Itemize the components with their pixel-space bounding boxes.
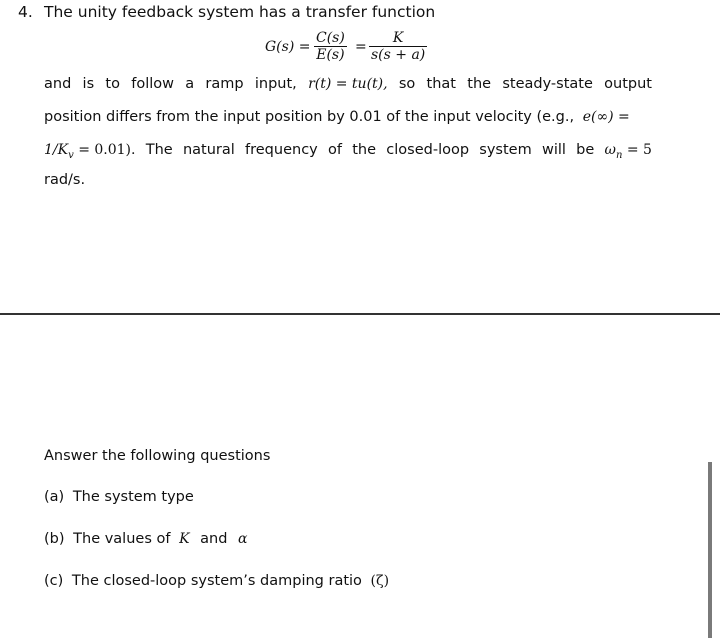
- symbol-k: K: [179, 531, 190, 547]
- fraction-numerator: C(s): [316, 30, 345, 46]
- paragraph-word: steady-state: [502, 76, 593, 92]
- fraction-denominator: E(s): [316, 47, 345, 63]
- question-heading: [18, 3, 435, 21]
- question-title: The unity feedback system has a transfer function: [44, 3, 436, 21]
- paragraph-line-3: [44, 142, 652, 161]
- fraction-k-over-s: [369, 30, 427, 63]
- paragraph-word: The: [145, 142, 173, 158]
- paragraph-word: will: [541, 142, 566, 158]
- paragraph-word: of: [328, 142, 342, 158]
- section-divider: [0, 313, 720, 315]
- item-label: (b): [44, 531, 65, 547]
- paragraph-word: a: [185, 76, 195, 92]
- symbol-zeta: (ζ): [370, 573, 390, 589]
- item-text: The system type: [72, 489, 194, 505]
- answers-intro: Answer the following questions: [44, 448, 271, 464]
- paragraph-word: frequency: [245, 142, 318, 158]
- paragraph-word: so: [398, 76, 416, 92]
- paragraph-word: output: [604, 76, 652, 92]
- paragraph-word: be: [576, 142, 595, 158]
- item-label: (a): [44, 489, 65, 505]
- paragraph-word: r(t) = tu(t),: [308, 76, 388, 92]
- paragraph-text: position differs from the input position by 0.01 of the input velocity (e.g.,: [44, 109, 575, 125]
- paragraph-word: natural: [182, 142, 235, 158]
- error-expression: e(∞) =: [582, 109, 630, 125]
- paragraph-word: the: [467, 76, 492, 92]
- symbol-alpha: α: [238, 531, 248, 547]
- answer-item-b: [44, 531, 248, 547]
- paragraph-word: follow: [131, 76, 174, 92]
- paragraph-word: closed-loop: [386, 142, 470, 158]
- paragraph-line-1: [44, 76, 652, 92]
- fraction-c-over-e: [314, 30, 347, 63]
- question-number: 4.: [18, 3, 33, 21]
- item-text: The values of: [73, 531, 171, 547]
- answer-item-c: [44, 573, 389, 589]
- equation-lhs: G(s) =: [265, 39, 311, 55]
- fraction-numerator: K: [392, 30, 404, 46]
- paragraph-word: is: [82, 76, 95, 92]
- equation-equals: =: [355, 39, 367, 55]
- item-label: (c): [44, 573, 64, 589]
- item-text: The closed-loop system’s damping ratio: [71, 573, 362, 589]
- item-and: and: [200, 531, 228, 547]
- paragraph-line-2: [44, 109, 630, 125]
- paragraph-word: input,: [254, 76, 297, 92]
- paragraph-word: to: [105, 76, 120, 92]
- paragraph-word: ramp: [205, 76, 244, 92]
- paragraph-word: that: [426, 76, 456, 92]
- paragraph-line-4: rad/s.: [44, 172, 86, 188]
- paragraph-word: the: [352, 142, 377, 158]
- kv-expression: $1/K_v = 0.01$).: [44, 142, 136, 161]
- paragraph-word: and: [44, 76, 72, 92]
- scrollbar[interactable]: [708, 462, 712, 638]
- omega-expression: $\omega_n = 5$: [604, 142, 652, 161]
- fraction-denominator: s(s + a): [371, 47, 426, 63]
- paragraph-word: system: [479, 142, 532, 158]
- answer-item-a: [44, 489, 194, 505]
